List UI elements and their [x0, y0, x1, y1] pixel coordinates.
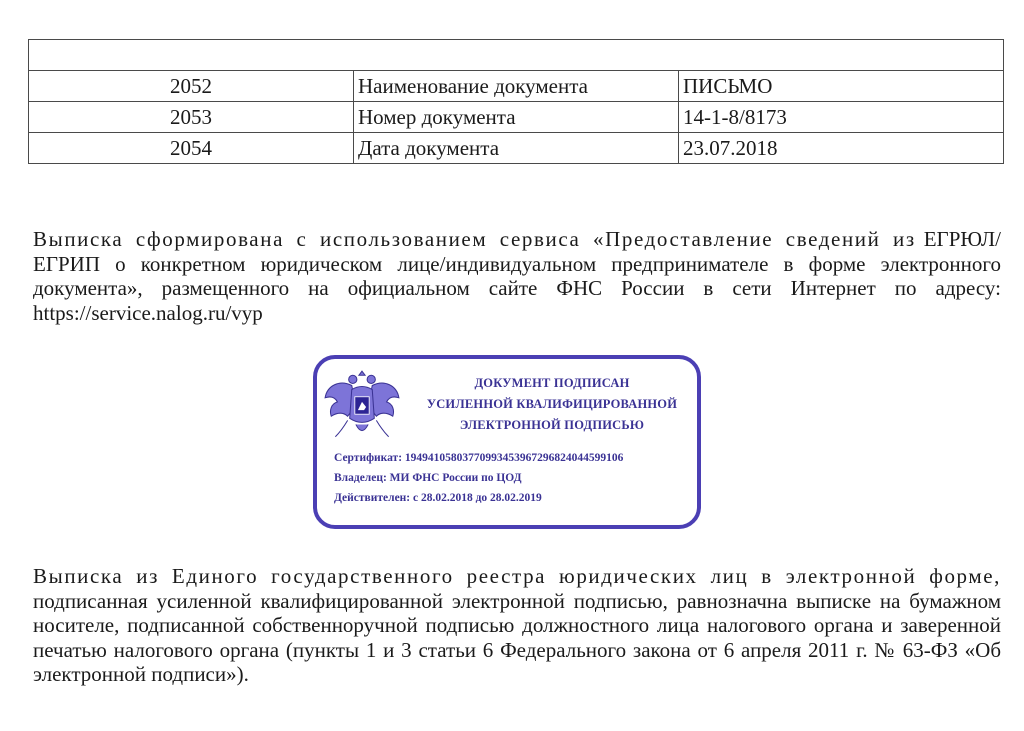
table-row — [29, 133, 1004, 164]
electronic-signature-stamp — [313, 355, 701, 529]
service-notice-rest: ЕГРЮЛ/ЕГРИП о конкретном юридическом лице/индивидуальном предпринимателе в форме электронного документа», размещенного на официальном сайте ФНС России в сети Интернет по адресу: https://service.nalog.ru/vyp — [33, 227, 1001, 325]
stamp-title-line: ДОКУМЕНТ ПОДПИСАН — [474, 376, 630, 390]
row-label: Наименование документа — [354, 71, 679, 102]
row-value: ПИСЬМО — [679, 71, 1004, 102]
russian-coat-of-arms-icon — [321, 365, 403, 447]
document-details-table — [28, 39, 1004, 164]
table-row-empty — [29, 40, 1004, 71]
row-label: Номер документа — [354, 102, 679, 133]
stamp-title-line: УСИЛЕННОЙ КВАЛИФИЦИРОВАННОЙ — [426, 397, 678, 411]
legal-notice-line1: Выписка из Единого государственного реестра юридических лиц в электронной форме, — [33, 564, 1001, 588]
legal-notice-rest: подписанная усиленной квалифицированной электронной подписью, равнозначна выписке на бумажном носителе, подписанной собственноручной подписью должностного лица налогового органа и заверенной печатью налогового органа (пункты 1 и 3 статьи 6 Федерального закона от 6 апреля 2011 г. № 63-ФЗ «Об электронной подписи»). — [33, 588, 1001, 686]
certificate-number: Сертификат: 19494105803770993453967296824044599106 — [334, 452, 624, 464]
row-value: 14-1-8/8173 — [679, 102, 1004, 133]
row-label: Дата документа — [354, 133, 679, 164]
certificate-owner: Владелец: МИ ФНС России по ЦОД — [334, 472, 522, 484]
legal-notice-paragraph — [33, 564, 1001, 687]
row-value: 23.07.2018 — [679, 133, 1004, 164]
service-notice-line1: Выписка сформирована с использованием сервиса «Предоставление сведений из — [33, 227, 916, 251]
table-row — [29, 71, 1004, 102]
row-code: 2054 — [29, 133, 354, 164]
row-code: 2053 — [29, 102, 354, 133]
table-row — [29, 102, 1004, 133]
service-notice-paragraph — [33, 227, 1001, 325]
stamp-title — [412, 373, 692, 436]
certificate-validity: Действителен: с 28.02.2018 до 28.02.2019 — [334, 492, 542, 504]
table-cell-empty — [29, 40, 1004, 71]
row-code: 2052 — [29, 71, 354, 102]
stamp-title-line: ЭЛЕКТРОННОЙ ПОДПИСЬЮ — [459, 418, 645, 432]
stamp-details — [334, 448, 694, 508]
